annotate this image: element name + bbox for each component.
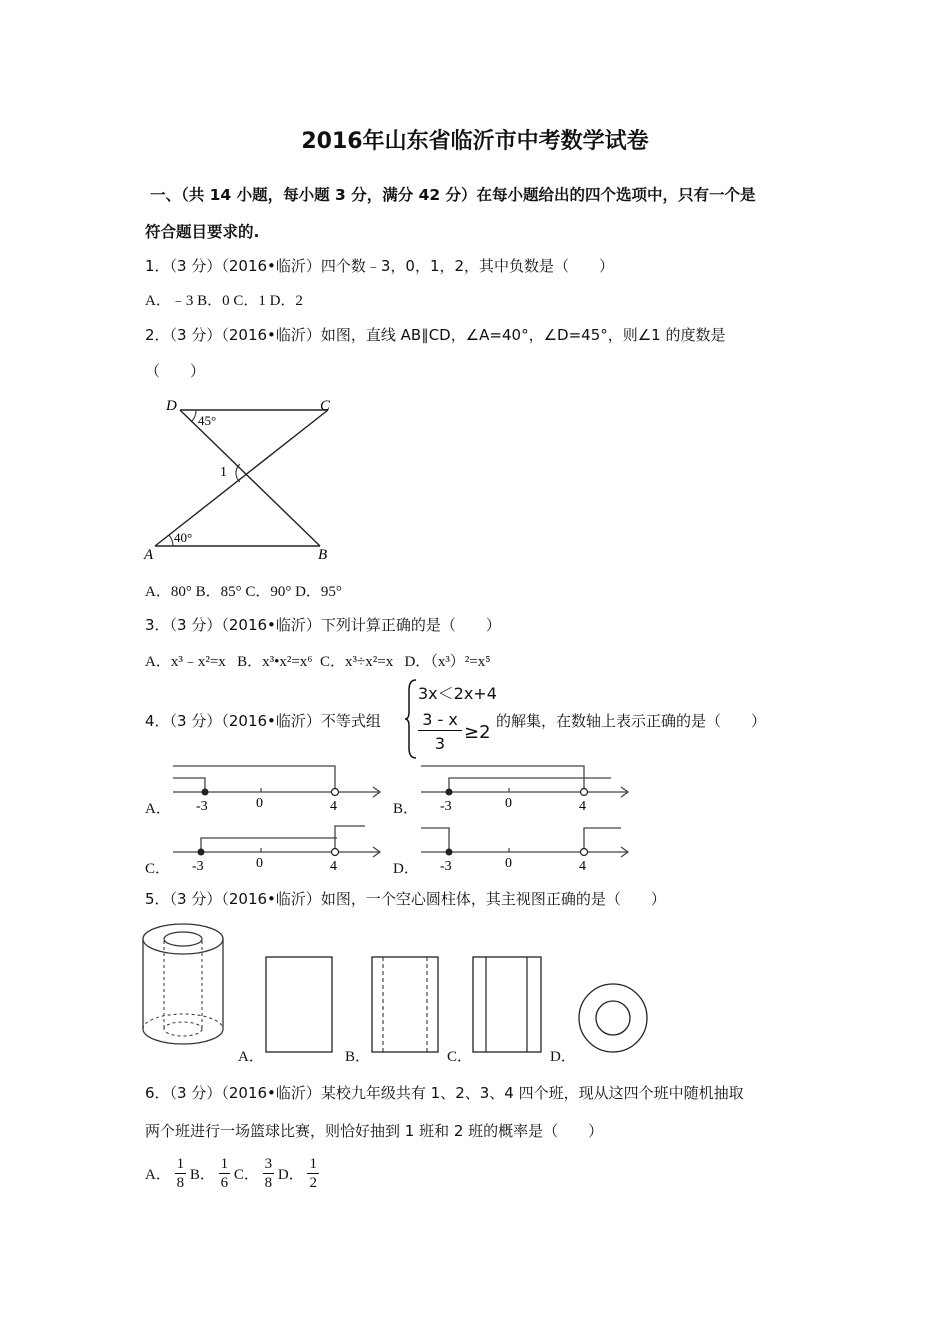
q5-option-a-label: A． (238, 1049, 264, 1065)
angle-d-arc (191, 410, 196, 422)
tick-label-4: 4 (579, 799, 586, 814)
q6-option-d-fraction (307, 1155, 319, 1192)
q2-options: A．80° B．85° C．90° D．95° (145, 584, 342, 600)
q3-option-d: （x³）²=x⁵ (430, 654, 491, 670)
q2-figure (140, 392, 340, 567)
q3-option-b-label: B． (237, 654, 263, 670)
line-ac (155, 410, 328, 546)
q5-option-c-figure (472, 955, 544, 1055)
q4-option-a-label: A． (145, 801, 171, 817)
q6-d-numerator: 1 (309, 1156, 317, 1172)
tick-label-0: 0 (505, 796, 512, 811)
label-a: A (144, 547, 154, 563)
q6-stem-cont: 两个班进行一场篮球比赛，则恰好抽到 1 班和 2 班的概率是（ ） (145, 1122, 604, 1140)
q4-option-d-label: D． (393, 861, 419, 877)
page-title: 2016年山东省临沂市中考数学试卷 (301, 129, 649, 154)
angle-a-arc (169, 535, 173, 546)
section-heading-line1: 一、（共 14 小题，每小题 3 分，满分 42 分）在每小题给出的四个选项中，只有一个是 (150, 186, 756, 204)
tick-label-neg3: -3 (196, 799, 208, 814)
q4-number-line-b (413, 760, 638, 815)
q6-option-c-fraction (263, 1155, 275, 1192)
q6-c-numerator: 3 (264, 1156, 273, 1172)
tick-label-neg3: -3 (192, 859, 204, 874)
q3-stem: 3．（3 分）（2016•临沂）下列计算正确的是（ ） (145, 616, 501, 634)
q6-b-denominator: 6 (220, 1175, 229, 1191)
q3-option-a-label: A． (145, 654, 171, 670)
tick-label-0: 0 (256, 856, 263, 871)
q6-a-denominator: 8 (176, 1175, 185, 1191)
q6-c-denominator: 8 (264, 1175, 273, 1191)
q6-option-a-fraction (175, 1155, 187, 1192)
q3-option-a: x³﹣x²=x (170, 654, 226, 670)
angle-1-label: 1 (220, 465, 227, 480)
tick-label-4: 4 (330, 859, 337, 874)
label-d: D (166, 398, 177, 414)
line-db (180, 410, 320, 546)
tick-label-0: 0 (256, 796, 263, 811)
label-b: B (318, 547, 328, 563)
tick-label-neg3: -3 (440, 799, 452, 814)
q6-option-c-label: C． (233, 1167, 259, 1183)
q4-inequality-2-numerator: 3 - x (418, 710, 462, 731)
angle-d-value: 45° (198, 413, 217, 428)
q5-stem: 5．（3 分）（2016•临沂）如图，一个空心圆柱体，其主视图正确的是（ ） (145, 890, 666, 908)
q5-hollow-cylinder (138, 915, 230, 1055)
q4-stem-post: 的解集，在数轴上表示正确的是（ ） (496, 712, 767, 730)
q4-number-line-c (165, 820, 390, 875)
q4-number-line-d (413, 820, 638, 875)
q6-option-a-label: A． (145, 1167, 171, 1183)
q5-option-a-figure (265, 955, 335, 1055)
tick-label-neg3: -3 (440, 859, 452, 874)
q6-b-numerator: 1 (220, 1156, 229, 1172)
q4-option-b-label: B． (393, 801, 419, 817)
q6-option-d-label: D． (277, 1167, 304, 1183)
tick-label-4: 4 (579, 859, 586, 874)
q5-option-b-label: B． (345, 1049, 371, 1065)
q4-inequality-1: 3x＜2x+4 (418, 684, 497, 703)
q1-stem: 1．（3 分）（2016•临沂）四个数﹣3，0，1，2，其中负数是（ ） (145, 257, 615, 275)
q3-option-d-label: D． (404, 654, 431, 670)
q4-inequality-2-denominator: 3 (434, 734, 446, 753)
q3-option-c: x³÷x²=x (345, 654, 394, 670)
q3-options (145, 650, 491, 671)
q5-option-b-figure (371, 955, 441, 1055)
q3-option-c-label: C． (320, 654, 346, 670)
q4-option-c-label: C． (145, 861, 171, 877)
q4-inequality-2-relation: ≥2 (464, 722, 491, 743)
q4-stem-pre: 4．（3 分）（2016•临沂）不等式组 (145, 712, 381, 730)
angle-a-value: 40° (174, 530, 193, 545)
q4-number-line-a (165, 760, 390, 815)
q5-option-d-figure (576, 982, 652, 1058)
q6-option-b-fraction (219, 1155, 231, 1192)
section-heading-line2: 符合题目要求的. (145, 223, 260, 241)
tick-label-0: 0 (505, 856, 512, 871)
q4-brace (404, 678, 418, 760)
q6-option-b-label: B． (189, 1167, 215, 1183)
q1-options: A．﹣3 B．0 C．1 D．2 (145, 293, 303, 309)
q2-stem: 2．（3 分）（2016•临沂）如图，直线 AB∥CD，∠A=40°，∠D=45°，则∠1 的度数是 (145, 326, 726, 344)
q6-options (145, 1155, 319, 1192)
tick-label-4: 4 (330, 799, 337, 814)
q6-a-numerator: 1 (176, 1156, 185, 1172)
q5-option-d-label: D． (550, 1049, 576, 1065)
q2-stem-cont: （ ） (145, 362, 206, 380)
q6-stem: 6．（3 分）（2016•临沂）某校九年级共有 1、2、3、4 四个班，现从这四个班中随机抽取 (145, 1084, 744, 1102)
q5-option-c-label: C． (447, 1049, 473, 1065)
q6-d-denominator: 2 (309, 1175, 317, 1191)
q3-option-b: x³•x²=x⁶ (262, 654, 313, 670)
label-c: C (320, 398, 331, 414)
